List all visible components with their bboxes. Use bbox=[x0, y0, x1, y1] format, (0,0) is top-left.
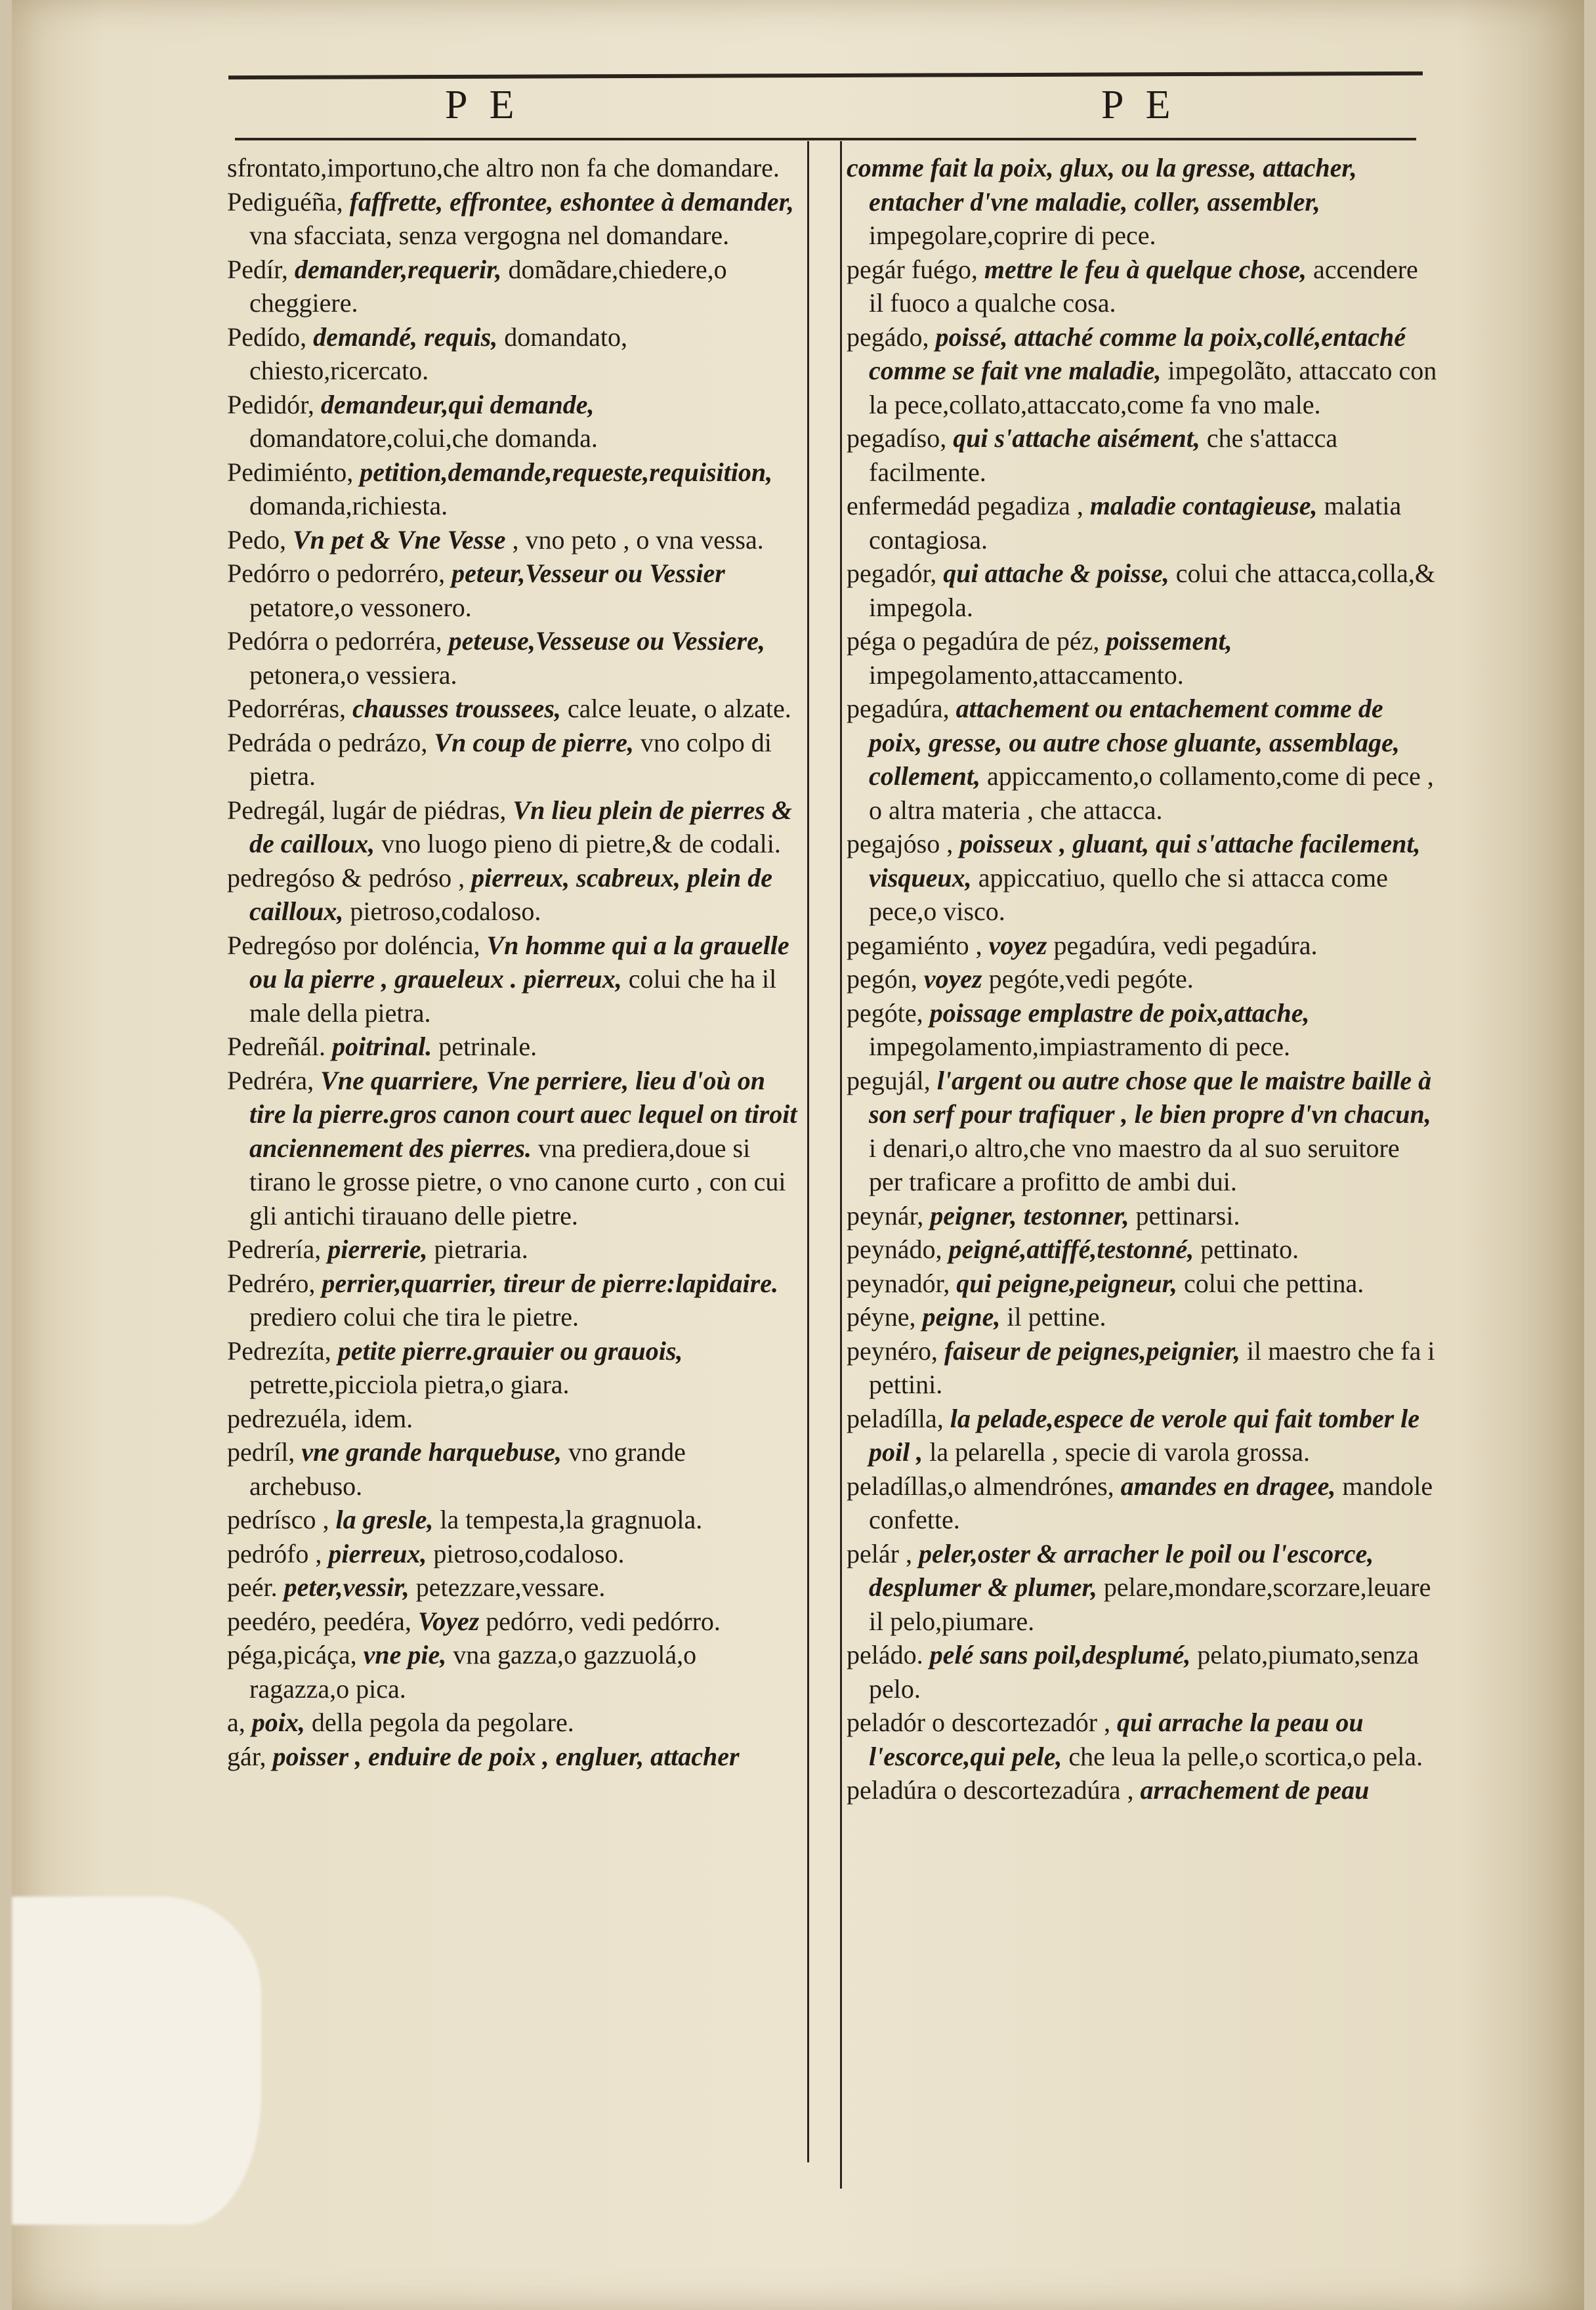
right-column bbox=[847, 151, 1437, 1807]
headword: pegón, bbox=[847, 964, 917, 994]
top-rule bbox=[228, 72, 1423, 79]
dictionary-entry bbox=[227, 1706, 798, 1740]
french-gloss: demandeur,qui demande, bbox=[320, 389, 595, 419]
headword: pegujál, bbox=[847, 1065, 931, 1095]
dictionary-entry bbox=[227, 692, 798, 726]
dictionary-entry bbox=[227, 861, 798, 929]
headword: Pedidór, bbox=[227, 389, 314, 419]
column-divider-left bbox=[807, 141, 809, 2162]
french-gloss: peigne, bbox=[922, 1302, 1001, 1332]
italian-gloss: i denari,o altro,che vno maestro da al suo seruitore per traficare a profitto de ambi dui. bbox=[869, 1133, 1400, 1196]
italian-gloss: colui che ha il male della pietra. bbox=[249, 964, 777, 1028]
headword: peynéro, bbox=[847, 1335, 938, 1366]
french-gloss: demandé, requis, bbox=[313, 322, 498, 352]
italian-gloss: vna sfacciata, senza vergogna nel domandare. bbox=[249, 220, 730, 250]
headword: Pedórro o pedorréro, bbox=[227, 558, 446, 588]
french-gloss: arrachement de peau bbox=[1140, 1775, 1370, 1805]
italian-gloss: pelare,mondare,scorzare,leuare il pelo,piumare. bbox=[869, 1572, 1431, 1636]
italian-gloss: il maestro che fa i pettini. bbox=[869, 1335, 1435, 1399]
entry-text: sfrontato,importuno,che altro non fa che domandare. bbox=[227, 153, 780, 182]
dictionary-entry bbox=[227, 151, 798, 185]
dictionary-entry bbox=[847, 1402, 1437, 1469]
headword: Pedréra, bbox=[227, 1065, 314, 1095]
dictionary-entry bbox=[227, 1605, 798, 1639]
headword: Pedregóso por doléncia, bbox=[227, 930, 480, 960]
italian-gloss: domandato, chiesto,ricercato. bbox=[249, 322, 627, 385]
headword: pegadíso, bbox=[847, 423, 947, 453]
italian-gloss: petrette,picciola pietra,o giara. bbox=[249, 1370, 570, 1399]
headword: enfermedád pegadiza , bbox=[847, 491, 1083, 520]
italian-gloss: pegóte,vedi pegóte. bbox=[988, 964, 1194, 994]
italian-gloss: impegolamento,impiastramento di pece. bbox=[869, 1032, 1291, 1061]
french-gloss: qui arrache la peau ou l'escorce,qui pele, bbox=[869, 1708, 1364, 1771]
italian-gloss: petrinale. bbox=[438, 1032, 537, 1061]
italian-gloss: pedórro, vedi pedórro. bbox=[486, 1606, 721, 1636]
dictionary-entry bbox=[227, 455, 798, 523]
dictionary-entry bbox=[847, 151, 1437, 253]
headword: Pediguéña, bbox=[227, 186, 343, 217]
torn-corner bbox=[12, 1897, 261, 2225]
dictionary-entry bbox=[227, 1740, 798, 1774]
headword: peedéro, peedéra, bbox=[227, 1606, 411, 1636]
headword: Pedorréras, bbox=[227, 694, 346, 723]
headword: peládo. bbox=[847, 1640, 923, 1670]
italian-gloss: che s'attacca facilmente. bbox=[869, 423, 1338, 487]
dictionary-entry bbox=[847, 1334, 1437, 1402]
headword: pegóte, bbox=[847, 998, 923, 1028]
italian-gloss: pettinato. bbox=[1200, 1234, 1299, 1264]
french-gloss: qui attache & poisse, bbox=[943, 558, 1169, 588]
dictionary-entry bbox=[847, 1267, 1437, 1301]
italian-gloss: della pegola da pegolare. bbox=[311, 1708, 574, 1737]
dictionary-entry bbox=[847, 320, 1437, 422]
dictionary-entry bbox=[847, 489, 1437, 556]
headword: Pedído, bbox=[227, 322, 307, 352]
headword: pegadúra, bbox=[847, 694, 950, 723]
book-page bbox=[12, 0, 1584, 2310]
dictionary-entry bbox=[227, 320, 798, 388]
french-gloss: Voyez bbox=[417, 1606, 480, 1636]
headword: Pedreñál. bbox=[227, 1032, 326, 1061]
italian-gloss: vno grande archebuso. bbox=[249, 1437, 686, 1501]
dictionary-entry bbox=[847, 421, 1437, 489]
italian-gloss: petatore,o vessonero. bbox=[249, 592, 472, 622]
headword: Pedregál, lugár de piédras, bbox=[227, 795, 507, 825]
headword: Pedrería, bbox=[227, 1234, 322, 1264]
french-gloss: vne pie, bbox=[363, 1640, 447, 1670]
italian-gloss: che leua la pelle,o scortica,o pela. bbox=[1068, 1741, 1423, 1771]
italian-gloss: prediero colui che tira le pietre. bbox=[249, 1302, 579, 1332]
dictionary-entry bbox=[847, 624, 1437, 692]
headword: peynár, bbox=[847, 1200, 924, 1230]
french-gloss: la gresle, bbox=[335, 1505, 434, 1534]
headword: Pedrezíta, bbox=[227, 1335, 331, 1366]
headword: peladílla, bbox=[847, 1403, 944, 1433]
italian-gloss: pietroso,codaloso. bbox=[350, 896, 541, 926]
french-gloss: pierreux, bbox=[328, 1538, 427, 1568]
dictionary-entry bbox=[847, 1638, 1437, 1706]
french-gloss: attachement ou entachement comme de poix, gresse, ou autre chose gluante, assemblage, collement, bbox=[869, 694, 1400, 791]
french-gloss: poissé, attaché comme la poix,collé,entaché comme se fait vne maladie, bbox=[869, 322, 1406, 385]
headword: pedrezuéla, bbox=[227, 1403, 348, 1433]
italian-gloss: colui che pettina. bbox=[1183, 1268, 1364, 1298]
headword: pegádo, bbox=[847, 322, 929, 352]
french-gloss: poix, bbox=[251, 1708, 305, 1737]
headword: pegár fuégo, bbox=[847, 254, 978, 284]
italian-gloss: mandole confette. bbox=[869, 1471, 1433, 1534]
dictionary-entry bbox=[847, 692, 1437, 827]
headword: pelár , bbox=[847, 1538, 912, 1568]
french-gloss: Vn coup de pierre, bbox=[434, 727, 634, 757]
dictionary-entry bbox=[227, 1334, 798, 1402]
french-gloss: poisseux , gluant, qui s'attache facilement, visqueux, bbox=[869, 829, 1421, 892]
dictionary-entry bbox=[227, 1267, 798, 1334]
italian-gloss: idem. bbox=[354, 1403, 413, 1433]
french-gloss: pelé sans poil,desplumé, bbox=[929, 1640, 1191, 1670]
dictionary-entry bbox=[227, 1030, 798, 1064]
italian-gloss: vno luogo pieno di pietre,& de codali. bbox=[381, 829, 781, 858]
dictionary-entry bbox=[227, 1435, 798, 1503]
french-gloss: peler,oster & arracher le poil ou l'escorce, desplumer & plumer, bbox=[869, 1538, 1374, 1602]
italian-gloss: accendere il fuoco a qualche cosa. bbox=[869, 254, 1418, 318]
dictionary-entry bbox=[227, 624, 798, 692]
french-gloss: Vn homme qui a la grauelle ou la pierre , graueleux . pierreux, bbox=[249, 930, 789, 994]
dictionary-entry bbox=[227, 1503, 798, 1537]
dictionary-entry bbox=[847, 556, 1437, 624]
headword: pegamiénto , bbox=[847, 930, 982, 960]
italian-gloss: petonera,o vessiera. bbox=[249, 660, 457, 690]
french-gloss: perrier,quarrier, tireur de pierre:lapidaire. bbox=[322, 1268, 778, 1298]
italian-gloss: , vno peto , o vna vessa. bbox=[512, 524, 764, 555]
dictionary-entry bbox=[227, 523, 798, 557]
dictionary-entry bbox=[227, 388, 798, 455]
french-gloss: Vn lieu plein de pierres & de cailloux, bbox=[249, 795, 792, 858]
dictionary-entry bbox=[847, 1706, 1437, 1773]
french-gloss: maladie contagieuse, bbox=[1089, 491, 1318, 520]
dictionary-entry bbox=[227, 1537, 798, 1571]
italian-gloss: vno colpo di pietra. bbox=[249, 727, 772, 791]
french-gloss: faffrette, effrontee, eshontee à demander, bbox=[349, 186, 794, 217]
french-gloss: peteuse,Vesseuse ou Vessiere, bbox=[448, 626, 765, 656]
headword: Pedórra o pedorréra, bbox=[227, 626, 442, 656]
french-gloss: amandes en dragee, bbox=[1120, 1471, 1336, 1501]
headword: pedrófo , bbox=[227, 1538, 322, 1568]
dictionary-entry bbox=[847, 929, 1437, 963]
dictionary-entry bbox=[847, 253, 1437, 320]
header-left: P E bbox=[445, 83, 521, 127]
headword: Pedo, bbox=[227, 524, 286, 555]
dictionary-entry bbox=[227, 929, 798, 1030]
italian-gloss: pietroso,codaloso. bbox=[433, 1538, 625, 1568]
left-column bbox=[227, 151, 798, 1773]
headword: Pedréro, bbox=[227, 1268, 316, 1298]
italian-gloss: malatia contagiosa. bbox=[869, 491, 1402, 555]
french-gloss: petition,demande,requeste,requisition, bbox=[360, 457, 773, 487]
dictionary-entry bbox=[227, 1570, 798, 1605]
french-gloss: poissement, bbox=[1106, 626, 1232, 656]
italian-gloss: vna prediera,doue si tirano le grosse pietre, o vno canone curto , con cui gli antichi tirauano delle pietre. bbox=[249, 1133, 786, 1230]
headword: péga,picáça, bbox=[227, 1640, 357, 1670]
french-gloss: poisser , enduire de poix , engluer, attacher bbox=[272, 1741, 740, 1771]
french-gloss: qui peigne,peigneur, bbox=[956, 1268, 1177, 1298]
dictionary-entry bbox=[847, 1300, 1437, 1334]
french-gloss: faiseur de peignes,peignier, bbox=[944, 1335, 1240, 1366]
italian-gloss: il pettine. bbox=[1007, 1302, 1106, 1332]
italian-gloss: appiccamento,o collamento,come di pece , o altra materia , che attacca. bbox=[869, 761, 1434, 825]
french-gloss: peter,vessir, bbox=[284, 1572, 410, 1602]
header-rule bbox=[235, 138, 1416, 140]
french-gloss: voyez bbox=[988, 930, 1047, 960]
headword: peladíllas,o almendrónes, bbox=[847, 1471, 1114, 1501]
french-gloss: pierrerie, bbox=[327, 1234, 428, 1264]
italian-gloss: impegolare,coprire di pece. bbox=[869, 220, 1156, 250]
dictionary-entry bbox=[227, 1402, 798, 1436]
headword: peynadór, bbox=[847, 1268, 950, 1298]
italian-gloss: impegolamento,attaccamento. bbox=[869, 660, 1184, 690]
dictionary-entry bbox=[227, 1232, 798, 1267]
dictionary-entry bbox=[227, 185, 798, 253]
headword: pedregóso & pedróso , bbox=[227, 862, 465, 892]
french-gloss: vne grande harquebuse, bbox=[301, 1437, 562, 1467]
italian-gloss: la tempesta,la gragnuola. bbox=[440, 1505, 703, 1534]
dictionary-entry bbox=[227, 556, 798, 624]
italian-gloss: domanda,richiesta. bbox=[249, 491, 448, 520]
italian-gloss: colui che attacca,colla,& impegola. bbox=[869, 558, 1436, 622]
header-right: P E bbox=[1101, 83, 1177, 127]
french-gloss: peigné,attiffé,testonné, bbox=[948, 1234, 1194, 1264]
dictionary-entry bbox=[847, 1469, 1437, 1537]
dictionary-entry bbox=[227, 253, 798, 320]
dictionary-entry bbox=[847, 1064, 1437, 1199]
headword: péyne, bbox=[847, 1302, 916, 1332]
headword: Pedír, bbox=[227, 254, 288, 284]
italian-gloss: domãdare,chiedere,o cheggiere. bbox=[249, 254, 727, 318]
italian-gloss: pegadúra, vedi pegadúra. bbox=[1053, 930, 1318, 960]
italian-gloss: la pelarella , specie di varola grossa. bbox=[929, 1437, 1310, 1467]
dictionary-entry bbox=[227, 793, 798, 861]
french-gloss: Vn pet & Vne Vesse bbox=[293, 524, 506, 555]
italian-gloss: calce leuate, o alzate. bbox=[567, 694, 791, 723]
french-gloss: mettre le feu à quelque chose, bbox=[984, 254, 1307, 284]
french-gloss: pierreux, scabreux, plein de cailloux, bbox=[249, 862, 773, 926]
french-gloss: Vne quarriere, Vne perriere, lieu d'où on tire la pierre.gros canon court auec lequel on tiroit anciennement des pierres. bbox=[249, 1065, 797, 1163]
dictionary-entry bbox=[227, 1064, 798, 1233]
headword: pegajóso , bbox=[847, 829, 954, 858]
headword: peladúra o descortezadúra , bbox=[847, 1775, 1134, 1805]
dictionary-entry bbox=[847, 1199, 1437, 1233]
italian-gloss: pelato,piumato,senza pelo. bbox=[869, 1640, 1419, 1704]
dictionary-entry bbox=[847, 1537, 1437, 1639]
french-gloss: demander,requerir, bbox=[294, 254, 502, 284]
dictionary-entry bbox=[227, 1638, 798, 1706]
french-gloss: la pelade,espece de verole qui fait tomber le poil , bbox=[869, 1403, 1420, 1467]
french-gloss: petite pierre.grauier ou grauois, bbox=[337, 1335, 683, 1366]
french-gloss: poitrinal. bbox=[331, 1032, 432, 1061]
headword: a, bbox=[227, 1708, 245, 1737]
headword: Pedráda o pedrázo, bbox=[227, 727, 428, 757]
headword: péga o pegadúra de péz, bbox=[847, 626, 1100, 656]
italian-gloss: petezzare,vessare. bbox=[415, 1572, 606, 1602]
column-divider-right bbox=[840, 141, 842, 2189]
italian-gloss: pietraria. bbox=[434, 1234, 528, 1264]
headword: gár, bbox=[227, 1741, 266, 1771]
italian-gloss: vna gazza,o gazzuolá,o ragazza,o pica. bbox=[249, 1640, 697, 1704]
dictionary-entry bbox=[847, 1232, 1437, 1267]
french-gloss: qui s'attache aisément, bbox=[953, 423, 1200, 453]
italian-gloss: appiccatiuo, quello che si attacca come pece,o visco. bbox=[869, 862, 1388, 926]
italian-gloss: domandatore,colui,che domanda. bbox=[249, 423, 598, 453]
headword: peér. bbox=[227, 1572, 278, 1602]
french-gloss: l'argent ou autre chose que le maistre baille à son serf pour trafiquer , le bien propre d'vn chacun, bbox=[869, 1065, 1432, 1129]
headword: pegadór, bbox=[847, 558, 937, 588]
dictionary-entry bbox=[847, 1773, 1437, 1807]
dictionary-entry bbox=[847, 962, 1437, 996]
french-gloss: peteur,Vesseur ou Vessier bbox=[452, 558, 725, 588]
headword: pedrísco , bbox=[227, 1505, 329, 1534]
dictionary-entry bbox=[847, 827, 1437, 929]
dictionary-entry bbox=[847, 996, 1437, 1064]
french-gloss: comme fait la poix, glux, ou la gresse, attacher, entacher d'vne maladie, coller, assembler, bbox=[847, 153, 1357, 217]
headword: pedríl, bbox=[227, 1437, 295, 1467]
italian-gloss: impegolãto, attaccato con la pece,collato,attaccato,come fa vno male. bbox=[869, 356, 1437, 419]
italian-gloss: pettinarsi. bbox=[1135, 1200, 1240, 1230]
headword: peladór o descortezadór , bbox=[847, 1708, 1111, 1737]
french-gloss: peigner, testonner, bbox=[930, 1200, 1129, 1230]
french-gloss: poissage emplastre de poix,attache, bbox=[929, 998, 1310, 1028]
french-gloss: voyez bbox=[923, 964, 982, 994]
french-gloss: chausses troussees, bbox=[352, 694, 561, 723]
headword: Pedimiénto, bbox=[227, 457, 354, 487]
dictionary-entry bbox=[227, 726, 798, 793]
headword: peynádo, bbox=[847, 1234, 942, 1264]
